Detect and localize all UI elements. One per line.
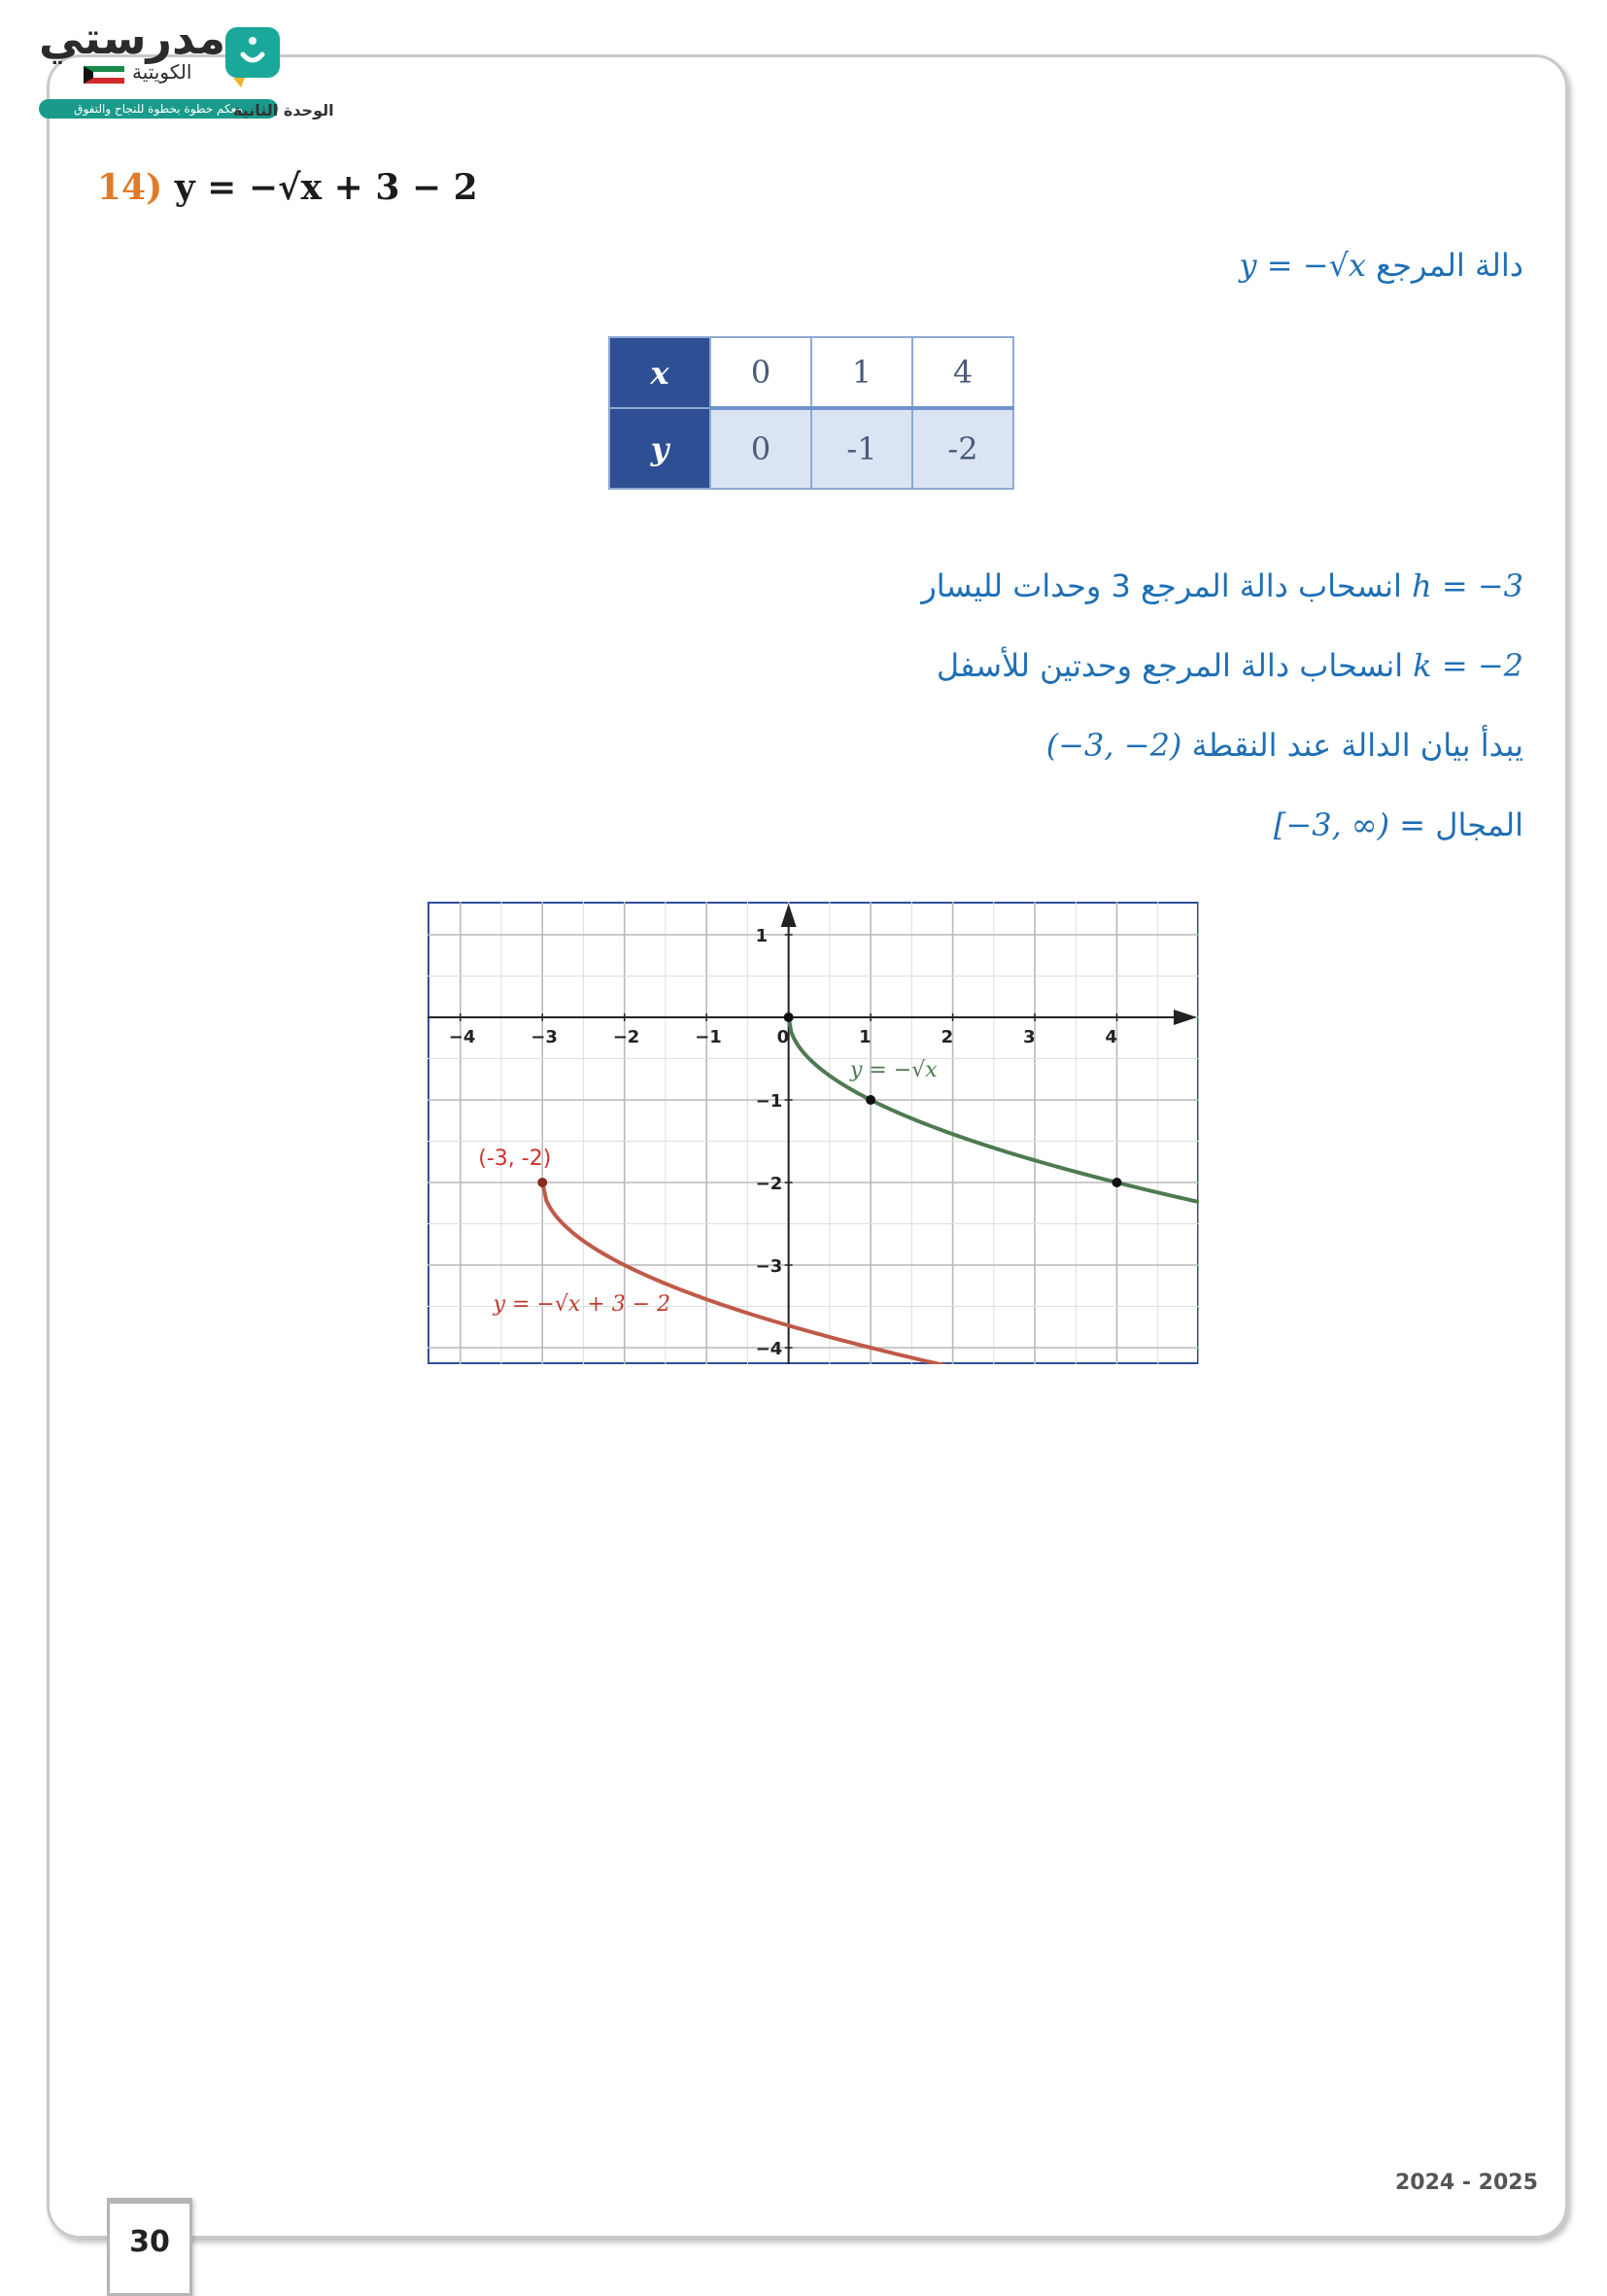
brand-subtitle: الكويتية <box>132 60 192 84</box>
shift-down-line <box>937 647 1523 684</box>
unit-label: الوحدة الثانية <box>233 101 334 120</box>
shift-down-text: انسحاب دالة المرجع وحدتين للأسفل <box>936 647 1404 684</box>
problem-equation: y = −√x + 3 − 2 <box>174 167 478 208</box>
page-number: 30 <box>129 2225 170 2259</box>
function-graph <box>427 902 1199 1364</box>
problem-heading <box>97 167 478 208</box>
value-table <box>608 336 1014 490</box>
x-tick-label: −4 <box>448 1027 476 1047</box>
table-cell: 0 <box>710 408 811 489</box>
brand-slogan: معكم خطوة بخطوة للنجاح والتفوق <box>39 99 278 119</box>
parent-function-point <box>1112 1178 1122 1187</box>
x-tick-label: 3 <box>1023 1027 1036 1047</box>
y-tick-label: −4 <box>755 1339 783 1359</box>
x-tick-label: −3 <box>530 1027 558 1047</box>
transformed-function-label: y = −√x + 3 − 2 <box>493 1291 671 1317</box>
shift-left-text: انسحاب دالة المرجع 3 وحدات لليسار <box>921 567 1402 604</box>
table-header-x: x <box>609 337 710 408</box>
school-year: 2024 - 2025 <box>1395 2171 1538 2195</box>
x-tick-label: 4 <box>1105 1027 1118 1047</box>
start-point-value: (−3, −2) <box>1045 727 1182 764</box>
parent-function-point <box>784 1012 794 1022</box>
shift-left-math: h = −3 <box>1412 567 1523 604</box>
x-tick-label: −2 <box>612 1027 640 1047</box>
table-cell: 1 <box>811 337 912 408</box>
table-row-y <box>609 408 1013 489</box>
parent-function-line <box>1240 247 1523 284</box>
table-row-x <box>609 337 1013 408</box>
table-cell: -1 <box>811 408 912 489</box>
brand-logo-icon <box>223 25 282 89</box>
parent-function-point <box>866 1095 875 1105</box>
parent-function-label: دالة المرجع <box>1376 247 1523 284</box>
x-tick-label: 2 <box>940 1027 954 1047</box>
page-number-tab <box>107 2198 192 2296</box>
table-cell: 0 <box>710 337 811 408</box>
domain-label: المجال = <box>1399 806 1523 843</box>
table-cell: -2 <box>912 408 1013 489</box>
problem-number: 14) <box>97 167 163 208</box>
domain-line <box>1274 806 1523 843</box>
start-point-text: يبدأ بيان الدالة عند النقطة <box>1191 727 1523 764</box>
brand-name: مدرستي <box>39 12 226 64</box>
parent-function-equation: y = −√x <box>1239 247 1366 284</box>
kuwait-flag-icon <box>84 66 124 84</box>
parent-function-label: y = −√x <box>850 1058 938 1083</box>
start-point-line <box>1046 727 1523 764</box>
start-point-annotation: (-3, -2) <box>478 1147 552 1171</box>
shift-down-math: k = −2 <box>1413 647 1523 684</box>
y-tick-label: 1 <box>755 926 769 946</box>
y-tick-label: −2 <box>755 1174 783 1194</box>
y-tick-label: −3 <box>755 1256 783 1277</box>
shift-left-line <box>921 567 1523 604</box>
x-tick-label: −1 <box>695 1027 722 1047</box>
table-header-y: y <box>609 408 710 489</box>
x-tick-label: 1 <box>859 1027 872 1047</box>
table-cell: 4 <box>912 337 1013 408</box>
domain-value: [−3, ∞) <box>1273 806 1390 843</box>
x-tick-label: 0 <box>776 1027 790 1047</box>
y-tick-label: −1 <box>755 1091 783 1112</box>
transformed-function-point <box>537 1178 547 1187</box>
